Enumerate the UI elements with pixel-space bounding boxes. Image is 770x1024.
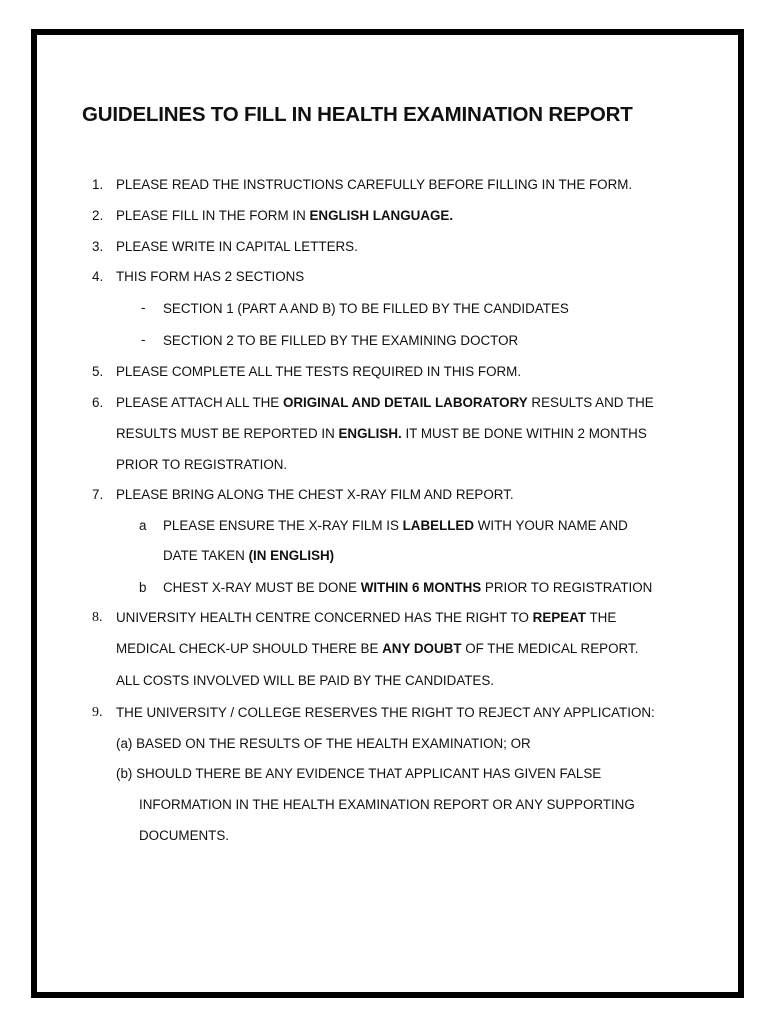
- item-number: 3.: [92, 239, 104, 254]
- item-number: 9.: [92, 705, 103, 720]
- page-border: [31, 29, 744, 998]
- emphasis-text: WITHIN 6 MONTHS: [360, 580, 482, 595]
- sub-item-marker: a: [139, 518, 147, 533]
- item-text: PLEASE BRING ALONG THE CHEST X-RAY FILM AND REPORT.: [116, 487, 514, 502]
- sub-item-marker: b: [139, 580, 147, 595]
- item-text: PLEASE FILL IN THE FORM IN ENGLISH LANGUAGE.: [116, 208, 454, 223]
- item-text: PLEASE COMPLETE ALL THE TESTS REQUIRED IN THIS FORM.: [116, 364, 522, 379]
- item-text: THIS FORM HAS 2 SECTIONS: [116, 269, 305, 284]
- item-text: THE UNIVERSITY / COLLEGE RESERVES THE RIGHT TO REJECT ANY APPLICATION:: [116, 705, 655, 720]
- page-title: GUIDELINES TO FILL IN HEALTH EXAMINATION REPORT: [82, 103, 633, 126]
- emphasis-text: REPEAT: [532, 610, 586, 625]
- item-text: ALL COSTS INVOLVED WILL BE PAID BY THE CANDIDATES.: [116, 673, 495, 688]
- emphasis-text: ENGLISH.: [338, 426, 402, 441]
- emphasis-text: ENGLISH LANGUAGE.: [309, 208, 454, 223]
- item-number: 1.: [92, 177, 104, 192]
- sub-item-marker: -: [141, 300, 146, 315]
- item-text: PLEASE WRITE IN CAPITAL LETTERS.: [116, 239, 358, 254]
- sub-item-text: (a) BASED ON THE RESULTS OF THE HEALTH EXAMINATION; OR: [116, 736, 531, 751]
- item-number: 2.: [92, 208, 104, 223]
- item-number: 8.: [92, 610, 103, 625]
- emphasis-text: (IN ENGLISH): [248, 548, 335, 563]
- item-text: PRIOR TO REGISTRATION.: [116, 457, 288, 472]
- sub-item-text: DOCUMENTS.: [139, 828, 230, 843]
- emphasis-text: ANY DOUBT: [382, 641, 462, 656]
- item-text: UNIVERSITY HEALTH CENTRE CONCERNED HAS THE RIGHT TO REPEAT THE: [116, 610, 617, 625]
- sub-item-text: CHEST X-RAY MUST BE DONE WITHIN 6 MONTHS PRIOR TO REGISTRATION: [163, 580, 653, 595]
- sub-item-text: (b) SHOULD THERE BE ANY EVIDENCE THAT APPLICANT HAS GIVEN FALSE: [116, 766, 602, 781]
- item-number: 7.: [92, 487, 104, 502]
- item-number: 5.: [92, 364, 104, 379]
- item-number: 6.: [92, 395, 104, 410]
- emphasis-text: ORIGINAL AND DETAIL LABORATORY: [282, 395, 528, 410]
- sub-item-text: SECTION 1 (PART A AND B) TO BE FILLED BY THE CANDIDATES: [163, 301, 569, 316]
- sub-item-text: SECTION 2 TO BE FILLED BY THE EXAMINING DOCTOR: [163, 333, 519, 348]
- item-text: PLEASE ATTACH ALL THE ORIGINAL AND DETAIL LABORATORY RESULTS AND THE: [116, 395, 654, 410]
- sub-item-text: DATE TAKEN (IN ENGLISH): [163, 548, 335, 563]
- item-text: MEDICAL CHECK-UP SHOULD THERE BE ANY DOUBT OF THE MEDICAL REPORT.: [116, 641, 639, 656]
- sub-item-text: INFORMATION IN THE HEALTH EXAMINATION REPORT OR ANY SUPPORTING: [139, 797, 635, 812]
- emphasis-text: LABELLED: [402, 518, 475, 533]
- sub-item-text: PLEASE ENSURE THE X-RAY FILM IS LABELLED WITH YOUR NAME AND: [163, 518, 628, 533]
- sub-item-marker: -: [141, 332, 146, 347]
- item-text: RESULTS MUST BE REPORTED IN ENGLISH. IT MUST BE DONE WITHIN 2 MONTHS: [116, 426, 647, 441]
- item-text: PLEASE READ THE INSTRUCTIONS CAREFULLY BEFORE FILLING IN THE FORM.: [116, 177, 633, 192]
- item-number: 4.: [92, 269, 104, 284]
